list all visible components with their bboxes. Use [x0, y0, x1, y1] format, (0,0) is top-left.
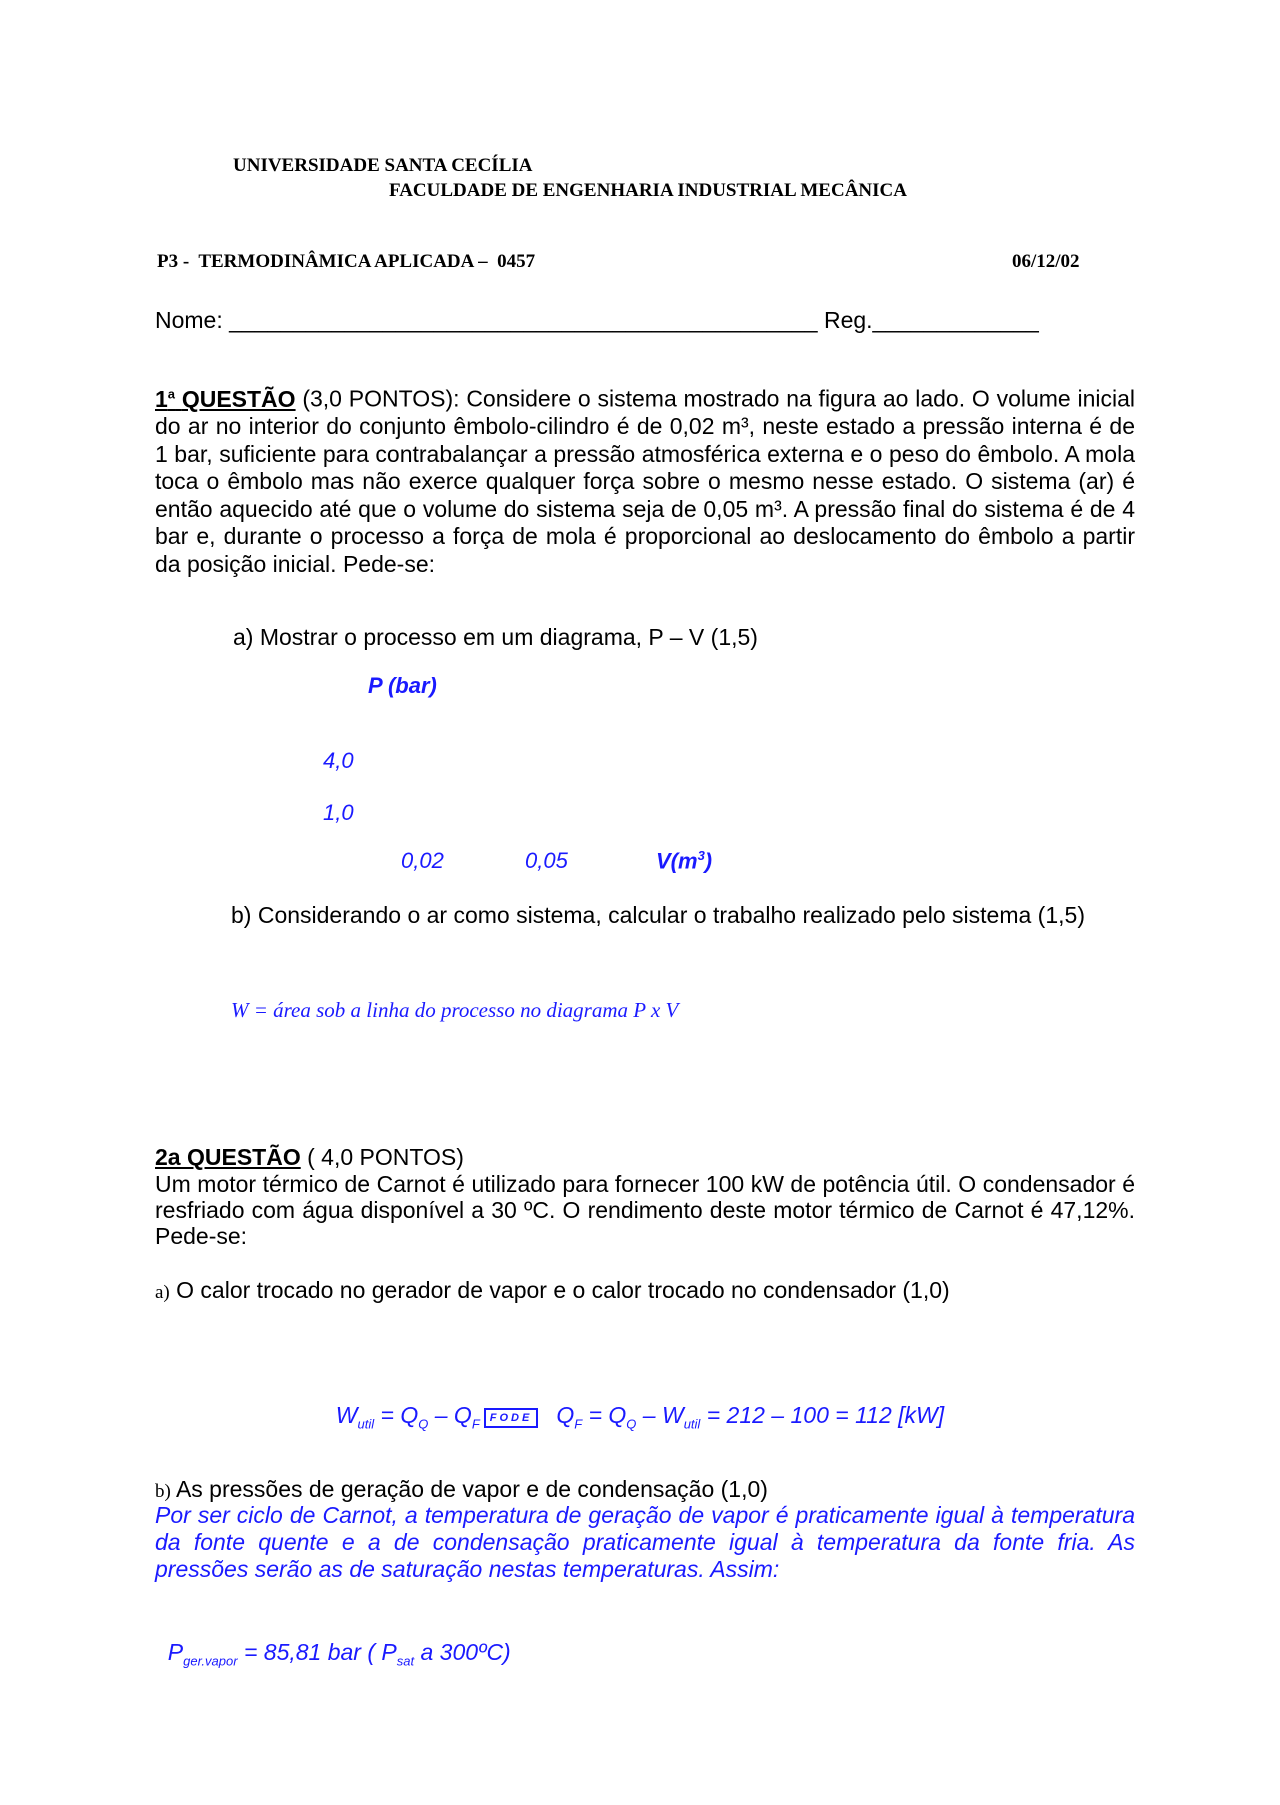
university-title: UNIVERSIDADE SANTA CECÍLIA — [233, 155, 533, 176]
q1-text: Considere o sistema mostrado na figura ao lado. O volume inicial do ar no interior do conjunto êmbolo-cilindro é de 0,02 m³, neste estado a pressão interna é de 1 bar, suficiente para contrabalançar a pressão atmosférica externa e o peso do êmbolo. A mola toca o êmbolo mas não exerce qualquer força sobre o mesmo nesse estado. O sistema (ar) é então aquecido até que o volume do sistema seja de 0,05 m³. A pressão final do sistema é de 4 bar e, durante o processo a força de mola é proporcional ao deslocamento do êmbolo a partir da posição inicial. Pede-se: — [155, 385, 1136, 577]
p-axis-label: P (bar) — [368, 673, 437, 698]
v-tick-final: 0,05 — [525, 848, 568, 873]
q2-paragraph: Um motor térmico de Carnot é utilizado para fornecer 100 kW de potência útil. O condensador é resfriado com água disponível a 30 ºC. O rendimento deste motor térmico de Carnot é 47,12%. Pede-se: — [155, 1171, 1135, 1249]
v-axis-label: $V(m^3)$ — [656, 848, 713, 874]
q1-heading: 1$^a$ QUESTÃO — [155, 385, 296, 412]
q1-paragraph — [155, 380, 1135, 578]
q2-answer-b: Por ser ciclo de Carnot, a temperatura de geração de vapor é praticamente igual à temperatura da fonte quente e a de condensação praticamente igual à temperatura da fonte fria. As pressões serão as de saturação nestas temperaturas. Assim: — [155, 1502, 1135, 1582]
q1-item-b: b) Considerando o ar como sistema, calcular o trabalho realizado pelo sistema (1,5) — [231, 902, 1085, 928]
reg-label: Reg. — [823, 307, 873, 333]
p-ger-vapor: $P_{ger.vapor} = 85,81$ bar ( $P_{sat}$ a 300ºC) — [167, 1639, 511, 1669]
q2-item-b: b) As pressões de geração de vapor e de condensação (1,0) — [155, 1476, 768, 1502]
exam-date: 06/12/02 — [1012, 251, 1080, 272]
v-tick-initial: 0,02 — [401, 848, 444, 873]
name-blank[interactable]: ______________________________________________ — [229, 307, 818, 333]
q1-item-a: a) Mostrar o processo em um diagrama, P – V (1,5) — [233, 624, 758, 650]
q1-points: (3,0 PONTOS): — [295, 385, 467, 412]
p-tick-low: 1,0 — [323, 800, 354, 825]
exam-title: P3 - TERMODINÂMICA APLICADA – 0457 — [157, 251, 536, 272]
name-line — [155, 306, 1039, 334]
q1-answer-b: W = área sob a linha do processo no diagrama P x V — [231, 998, 679, 1022]
p-tick-high: 4,0 — [323, 748, 354, 773]
faculty-title: FACULDADE DE ENGENHARIA INDUSTRIAL MECÂNICA — [389, 180, 907, 201]
fode-box: FODE — [484, 1408, 539, 1428]
q2-equation: $W_{util} = Q_Q - Q_F$ FODE $Q_F = Q_Q - W_{util} = 212 - 100 = 112$ [kW] — [335, 1402, 945, 1432]
q2-heading-line — [155, 1143, 464, 1171]
name-label: Nome: — [155, 307, 230, 333]
q2-points: ( 4,0 PONTOS) — [300, 1144, 464, 1170]
reg-blank[interactable]: _____________ — [872, 307, 1039, 333]
q2-item-a: a) O calor trocado no gerador de vapor e o calor trocado no condensador (1,0) — [155, 1277, 950, 1303]
q2-heading: 2a QUESTÃO — [155, 1144, 301, 1170]
